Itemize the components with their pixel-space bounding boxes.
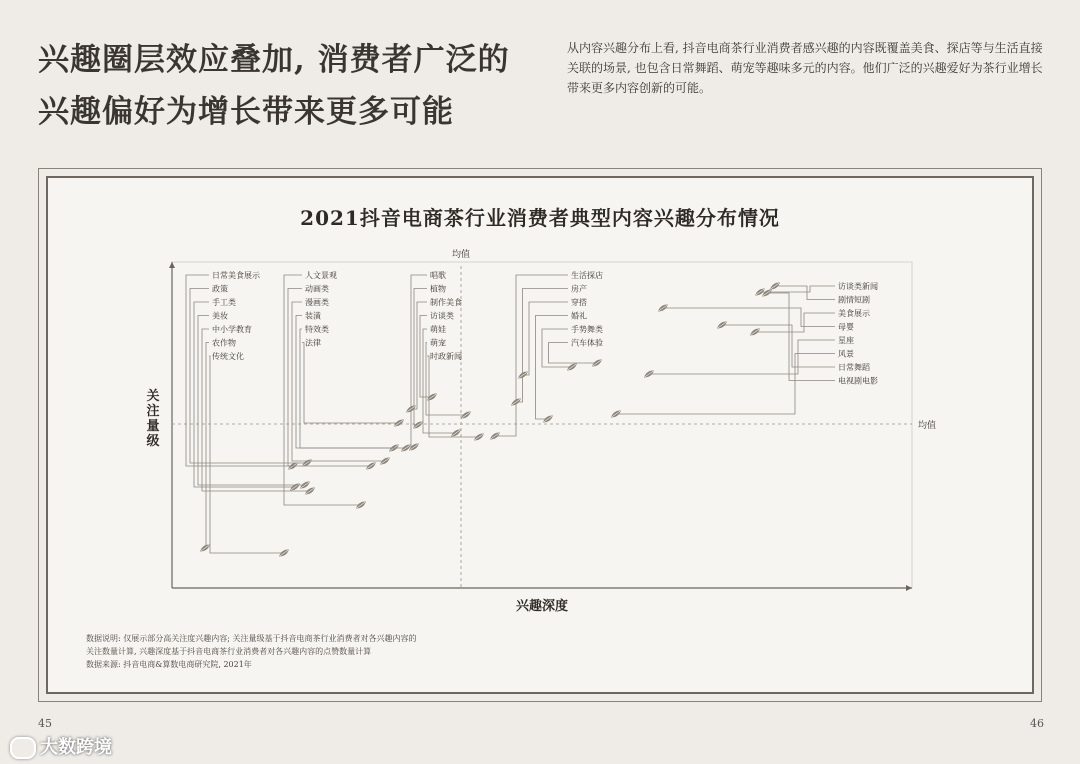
leader-line [495, 275, 568, 436]
point-label: 唱歌 [430, 271, 446, 280]
point-label: 漫画类 [305, 298, 329, 307]
leader-line [302, 343, 399, 424]
data-notes [86, 632, 506, 671]
x-axis-title: 兴趣深度 [515, 599, 569, 614]
point-label: 房产 [571, 284, 587, 294]
point-label: 动画类 [305, 284, 329, 294]
point-label: 美妆 [212, 311, 228, 321]
point-label: 传统文化 [212, 352, 244, 361]
point-label: 制作美食 [430, 298, 462, 307]
watermark-brand [10, 733, 112, 759]
point-label: 人文景观 [305, 271, 337, 280]
leader-line [523, 302, 568, 375]
x-axis-arrow-icon [906, 585, 912, 591]
point-label: 汽车体验 [571, 338, 603, 348]
point-label: 手势舞类 [571, 325, 603, 334]
leader-line [722, 325, 835, 367]
point-label: 访谈类 [430, 311, 454, 321]
point-label: 婚礼 [571, 311, 587, 321]
point-label: 手工类 [212, 298, 236, 307]
headline-line-1: 兴趣圈层效应叠加, 消费者广泛的 [38, 42, 510, 78]
leader-line [616, 354, 835, 415]
point-label: 风景 [838, 349, 854, 359]
point-label: 穿搭 [571, 298, 587, 307]
leader-line [284, 275, 361, 505]
point-label: 电视剧电影 [838, 376, 878, 386]
point-label: 母婴 [838, 322, 854, 332]
point-label: 中小学教育 [212, 325, 252, 334]
y-axis-arrow-icon [169, 262, 175, 268]
point-label: 农作物 [212, 338, 236, 348]
point-label: 星座 [838, 336, 854, 345]
leader-line [663, 308, 835, 327]
point-label: 日常美食展示 [212, 271, 260, 280]
point-label: 萌娃 [430, 325, 446, 334]
leader-line [649, 340, 835, 374]
point-label: 装潢 [305, 311, 321, 321]
headline-line-2: 兴趣偏好为增长带来更多可能 [38, 94, 454, 130]
leader-line [296, 316, 394, 449]
point-label: 时政新闻 [430, 352, 462, 361]
point-label: 植物 [430, 284, 446, 294]
data-note-line-2: 关注数量计算, 兴趣深度基于抖音电商茶行业消费者对各兴趣内容的点赞数量计算 [86, 647, 372, 656]
leader-line [209, 356, 284, 553]
brand-name: 大数跨境 [40, 737, 112, 758]
leader-line [411, 275, 427, 447]
point-label: 特效类 [305, 325, 329, 334]
data-source-line: 数据来源: 抖音电商&算数电商研究院, 2021年 [86, 660, 252, 669]
leader-line [542, 329, 572, 367]
brand-logo-icon [10, 737, 36, 759]
point-label: 日常舞蹈 [838, 363, 870, 372]
leader-line [190, 289, 307, 464]
point-label: 萌宠 [430, 338, 446, 348]
mean-label-vertical: 均值 [451, 250, 471, 260]
leader-line [205, 343, 209, 549]
leader-line [755, 313, 835, 332]
leader-line [414, 289, 427, 426]
point-label: 剧情短剧 [838, 295, 870, 305]
point-label: 法律 [305, 338, 321, 348]
intro-paragraph: 从内容兴趣分布上看, 抖音电商茶行业消费者感兴趣的内容既覆盖美食、探店等与生活直接关联的场景, 也包含日常舞蹈、萌宠等趣味多元的内容。他们广泛的兴趣爱好为茶行业增长带来更多内容创新的可能。 [567, 41, 1043, 95]
point-label: 生活探店 [571, 271, 603, 280]
point-label: 政策 [212, 284, 228, 294]
y-axis-title: 关注量级 [146, 389, 160, 449]
chart-title: 2021抖音电商茶行业消费者典型内容兴趣分布情况 [300, 206, 780, 230]
page-number-left: 45 [38, 717, 52, 730]
point-label: 美食展示 [838, 309, 870, 318]
data-note-line-1: 数据说明: 仅展示部分高关注度兴趣内容; 关注量级基于抖音电商茶行业消费者对各兴趣内容的 [86, 634, 417, 643]
point-label: 访谈类新闻 [838, 282, 878, 291]
mean-label-horizontal: 均值 [918, 421, 937, 431]
page-number-right: 46 [1030, 717, 1044, 730]
leader-line [411, 302, 427, 409]
data-point-leaf-icon [199, 543, 211, 554]
